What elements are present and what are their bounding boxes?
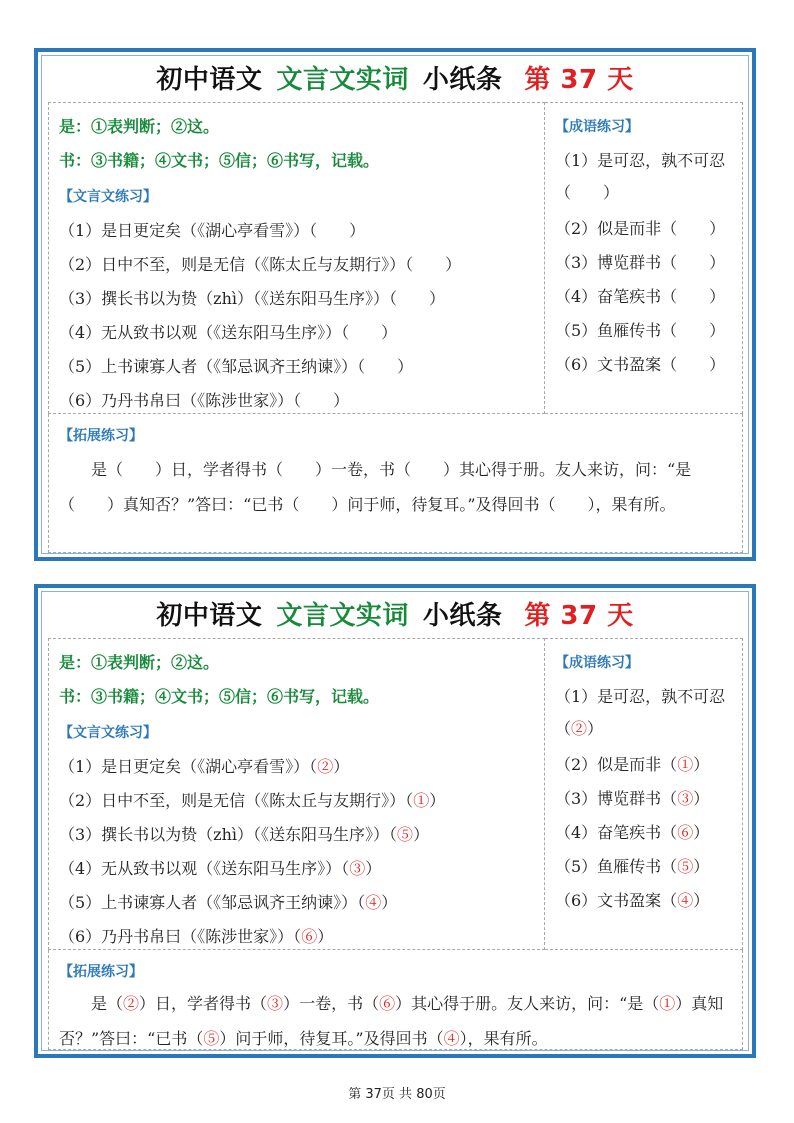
chengyu-answer-item: （5）鱼雁传书（⑤） — [555, 857, 710, 876]
card-title — [38, 596, 752, 636]
section-tuozhan-title: 【拓展练习】 — [59, 428, 143, 444]
wenyan-item: （3）撰长书以为贽（zhì）（《送东阳马生序》）（ ） — [59, 289, 446, 308]
answer-mark: ⑥ — [301, 927, 318, 946]
chengyu-item: （5）鱼雁传书（ ） — [555, 321, 726, 340]
section-tuozhan-title: 【拓展练习】 — [59, 964, 143, 980]
wenyan-answer-item: （1）是日更定矣（《湖心亭看雪》）（②） — [59, 757, 350, 776]
chengyu-answer-item: （②） — [555, 719, 604, 738]
wenyan-panel — [48, 102, 545, 414]
chengyu-item: （1）是可忍，孰不可忍 — [555, 151, 726, 170]
section-wenyan-title: 【文言文练习】 — [59, 725, 157, 741]
meaning-shi: 是：①表判断；②这。 — [59, 117, 220, 136]
answer-mark: ① — [659, 994, 676, 1013]
section-chengyu-title: 【成语练习】 — [555, 655, 639, 671]
answer-mark: ⑥ — [379, 994, 396, 1013]
chengyu-item: （3）博览群书（ ） — [555, 253, 726, 272]
answer-mark: ② — [571, 719, 588, 738]
chengyu-answer-item: （2）似是而非（①） — [555, 755, 710, 774]
wenyan-answer-item: （5）上书谏寡人者（《邹忌讽齐王纳谏》）（④） — [59, 893, 398, 912]
chengyu-item: （2）似是而非（ ） — [555, 219, 726, 238]
title-topic: 文言文实词 — [276, 65, 409, 95]
chengyu-panel — [545, 638, 743, 950]
wenyan-item: （4）无从致书以观（《送东阳马生序》）（ ） — [59, 323, 398, 342]
chengyu-answer-item: （6）文书盈案（④） — [555, 891, 710, 910]
meaning-shi: 是：①表判断；②这。 — [59, 653, 220, 672]
title-subject: 初中语文 — [156, 65, 263, 95]
wenyan-item: （5）上书谏寡人者（《邹忌讽齐王纳谏》）（ ） — [59, 357, 414, 376]
answer-mark: ④ — [443, 1029, 460, 1048]
title-subject: 初中语文 — [156, 601, 263, 631]
wenyan-item: （1）是日更定矣（《湖心亭看雪》）（ ） — [59, 221, 366, 240]
title-day: 第 37 天 — [524, 601, 634, 631]
title-note: 小纸条 — [422, 65, 503, 95]
answer-mark: ① — [413, 791, 430, 810]
section-wenyan-title: 【文言文练习】 — [59, 189, 157, 205]
wenyan-answer-item: （4）无从致书以观（《送东阳马生序》）（③） — [59, 859, 382, 878]
chengyu-item: （ ） — [555, 183, 620, 202]
answer-mark: ④ — [365, 893, 382, 912]
tuozhan-panel — [48, 950, 743, 1050]
answer-mark: ⑤ — [397, 825, 414, 844]
answer-mark: ③ — [677, 789, 694, 808]
answer-mark: ③ — [349, 859, 366, 878]
chengyu-item: （4）奋笔疾书（ ） — [555, 287, 726, 306]
chengyu-panel — [545, 102, 743, 414]
title-note: 小纸条 — [422, 601, 503, 631]
chengyu-answer-item: （3）博览群书（③） — [555, 789, 710, 808]
chengyu-item: （6）文书盈案（ ） — [555, 355, 726, 374]
title-topic: 文言文实词 — [276, 601, 409, 631]
tuozhan-panel — [48, 414, 743, 553]
answer-mark: ⑤ — [677, 857, 694, 876]
exercise-card-answers — [34, 584, 756, 1058]
section-chengyu-title: 【成语练习】 — [555, 119, 639, 135]
answer-mark: ② — [317, 757, 334, 776]
answer-mark: ⑤ — [203, 1029, 220, 1048]
answer-mark: ③ — [267, 994, 284, 1013]
card-title — [38, 60, 752, 100]
answer-mark: ② — [123, 994, 140, 1013]
wenyan-item: （2）日中不至，则是无信（《陈太丘与友期行》）（ ） — [59, 255, 462, 274]
page-footer: 第 37页 共 80页 — [348, 1087, 446, 1102]
answer-mark: ⑥ — [677, 823, 694, 842]
wenyan-answer-item: （2）日中不至，则是无信（《陈太丘与友期行》）（①） — [59, 791, 446, 810]
wenyan-answer-item: （3）撰长书以为贽（zhì）（《送东阳马生序》）（⑤） — [59, 825, 430, 844]
exercise-card-blank — [34, 48, 756, 561]
chengyu-answer-item: （1）是可忍，孰不可忍 — [555, 687, 726, 706]
answer-mark: ① — [677, 755, 694, 774]
title-day: 第 37 天 — [524, 65, 634, 95]
meaning-shu: 书：③书籍；④文书；⑤信；⑥书写，记载。 — [59, 687, 380, 706]
meaning-shu: 书：③书籍；④文书；⑤信；⑥书写，记载。 — [59, 151, 380, 170]
wenyan-item: （6）乃丹书帛曰（《陈涉世家》）（ ） — [59, 391, 350, 410]
chengyu-answer-item: （4）奋笔疾书（⑥） — [555, 823, 710, 842]
wenyan-answer-item: （6）乃丹书帛曰（《陈涉世家》）（⑥） — [59, 927, 334, 946]
wenyan-panel — [48, 638, 545, 950]
tuozhan-paragraph: 是（ ）日，学者得书（ ）一卷，书（ ）其心得于册。友人来访，问：“是（ ）真知否？”答曰：“已书（ ）问于师，待复耳。”及得回书（ ），果有所。 — [59, 460, 692, 514]
answer-mark: ④ — [677, 891, 694, 910]
tuozhan-answer-paragraph: 是（②）日，学者得书（③）一卷，书（⑥）其心得于册。友人来访，问：“是（①）真知否？”答曰：“已书（⑤）问于师，待复耳。”及得回书（④），果有所。 — [59, 994, 724, 1048]
